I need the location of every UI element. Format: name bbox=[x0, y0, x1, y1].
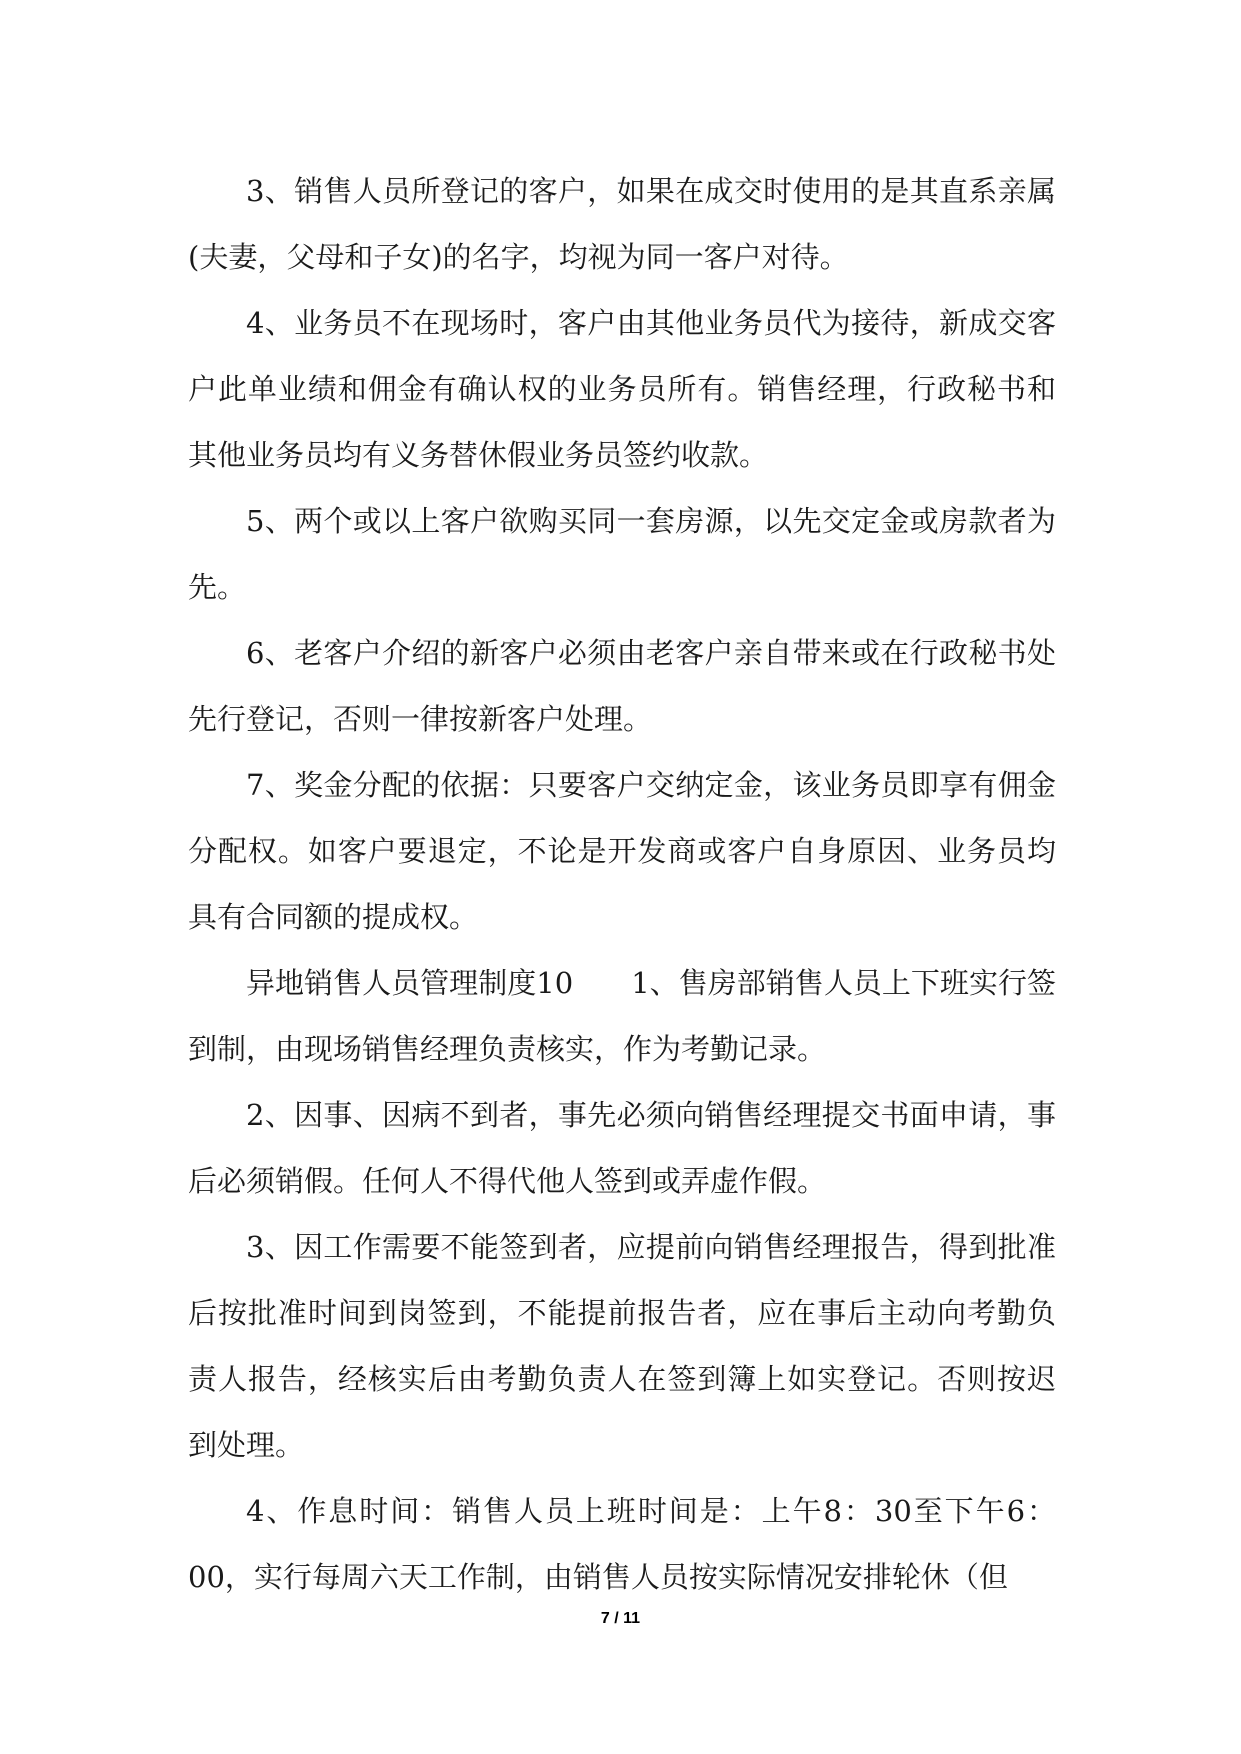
paragraph-6-referred-customers: 6、老客户介绍的新客户必须由老客户亲自带来或在行政秘书处先行登记，否则一律按新客户处理。 bbox=[188, 636, 1056, 736]
paragraph-attendance-3: 3、因工作需要不能签到者，应提前向销售经理报告，得到批准后按批准时间到岗签到，不能提前报告者，应在事后主动向考勤负责人报告，经核实后由考勤负责人在签到簿上如实登记。否则按迟到处理。 bbox=[188, 1230, 1056, 1462]
page-body bbox=[188, 158, 1056, 1610]
paragraph-remote-sales-system-1: 异地销售人员管理制度10 1、售房部销售人员上下班实行签到制，由现场销售经理负责核实，作为考勤记录。 bbox=[188, 966, 1056, 1066]
paragraph-attendance-2: 2、因事、因病不到者，事先必须向销售经理提交书面申请，事后必须销假。任何人不得代他人签到或弄虚作假。 bbox=[188, 1098, 1056, 1198]
paragraph-7-bonus-allocation: 7、奖金分配的依据：只要客户交纳定金，该业务员即享有佣金分配权。如客户要退定，不论是开发商或客户自身原因、业务员均具有合同额的提成权。 bbox=[188, 768, 1056, 934]
paragraph-4-absent-salesperson: 4、业务员不在现场时，客户由其他业务员代为接待，新成交客户此单业绩和佣金有确认权的业务员所有。销售经理，行政秘书和其他业务员均有义务替休假业务员签约收款。 bbox=[188, 306, 1056, 472]
paragraph-working-hours-4: 4、作息时间：销售人员上班时间是：上午8：30至下午6：00，实行每周六天工作制，由销售人员按实际情况安排轮休（但 bbox=[188, 1494, 1056, 1594]
paragraph-5-multiple-buyers: 5、两个或以上客户欲购买同一套房源，以先交定金或房款者为先。 bbox=[188, 504, 1056, 604]
page-number: 7 / 11 bbox=[600, 1610, 641, 1627]
paragraph-3-customer-relatives: 3、销售人员所登记的客户，如果在成交时使用的是其直系亲属(夫妻，父母和子女)的名字，均视为同一客户对待。 bbox=[188, 174, 1056, 274]
